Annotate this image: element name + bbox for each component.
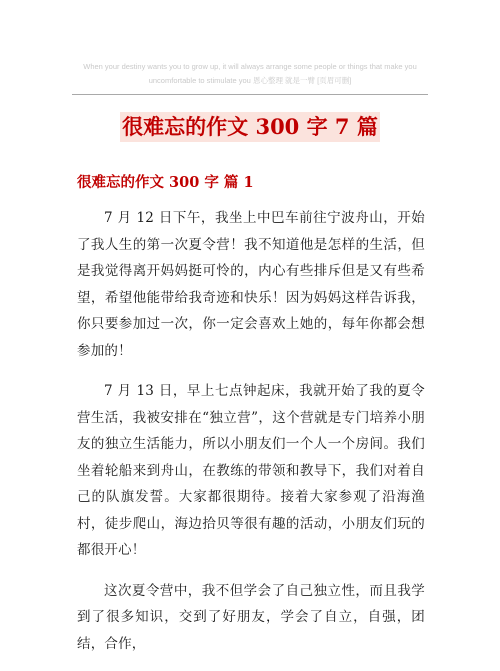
section-title: 很难忘的作文 300 字 篇 1	[77, 174, 254, 191]
paragraph-3: 这次夏令营中，我不但学会了自己独立性，而且我学到了很多知识，交到了好朋友，学会了自立，自强，团结，合作，	[77, 582, 425, 652]
page-header-note	[70, 60, 430, 88]
document-title: 很难忘的作文 300 字 7 篇	[120, 112, 380, 142]
paragraph-1: 7 月 12 日下午，我坐上中巴车前往宁波舟山，开始了我人生的第一次夏令营！我不知道他是怎样的生活，但是我觉得离开妈妈挺可怜的，内心有些排斥但是又有些希望，希望他能带给我奇迹和快乐！因为妈妈这样告诉我，你只要参加过一次，你一定会喜欢上她的，每年你都会想参加的！	[77, 210, 425, 359]
title-container	[0, 112, 500, 142]
header-note-line-2: uncomfortable to stimulate you 恩心整理 就是一臂 [页眉可删]	[148, 76, 352, 85]
header-note-line-1: When your destiny wants you to grow up, it will always arrange some people or things that make you	[83, 62, 417, 71]
paragraph-2: 7 月 13 日，早上七点钟起床，我就开始了我的夏令营生活，我被安排在“独立营”，这个营就是专门培养小朋友的独立生活能力，所以小朋友们一个人一个房间。我们坐着轮船来到舟山，在教练的带领和教导下，我们对着自己的队旗发誓。大家都很期待。接着大家参观了沿海渔村，徒步爬山，海边拾贝等很有趣的活动，小朋友们玩的都很开心！	[77, 383, 425, 558]
essay-body	[77, 205, 425, 671]
header-divider	[72, 94, 428, 95]
